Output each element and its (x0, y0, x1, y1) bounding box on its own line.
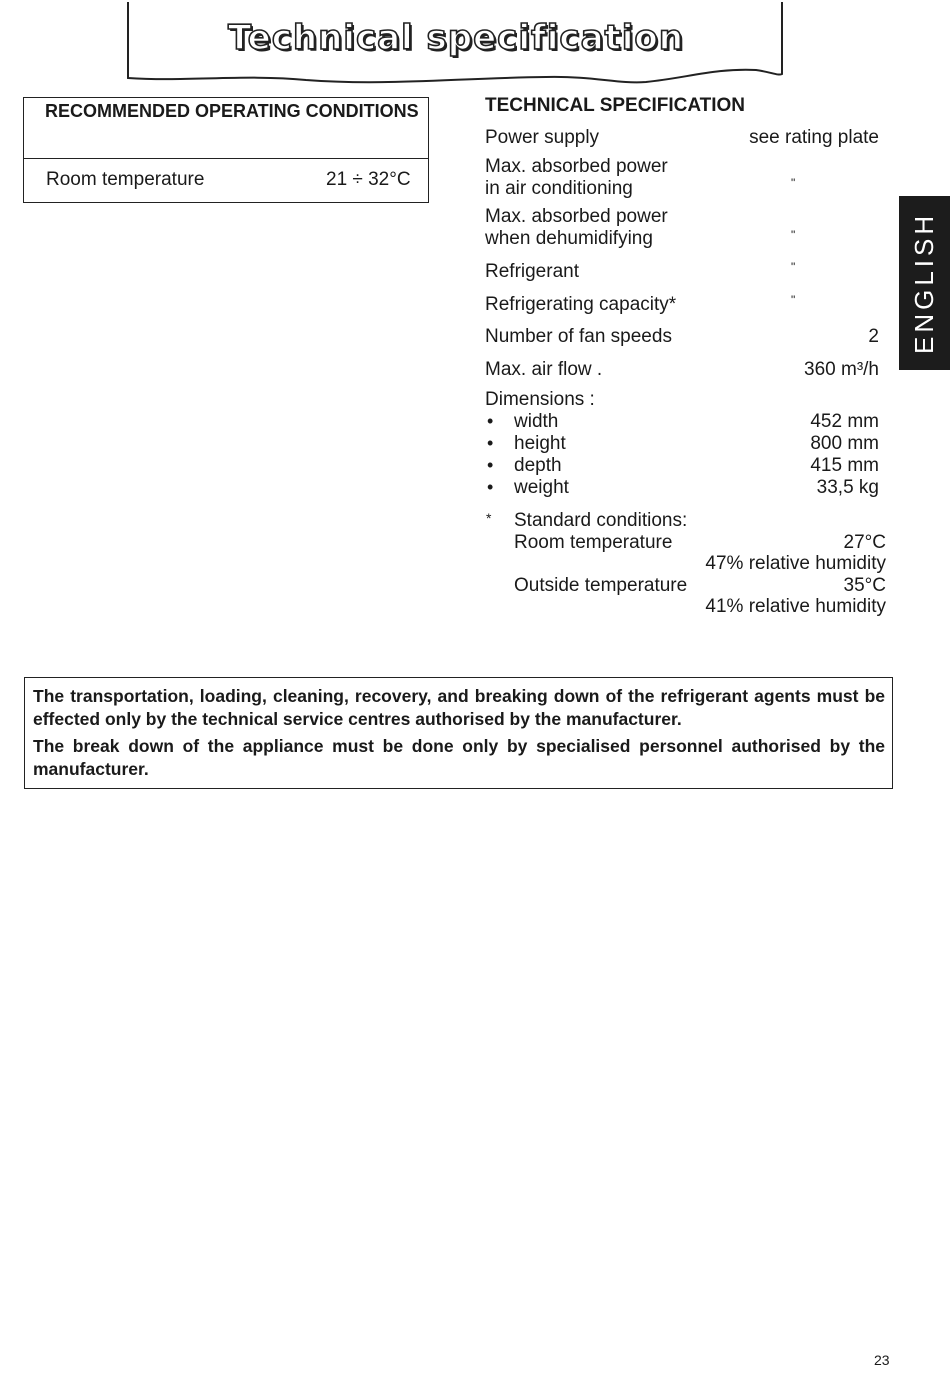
standard-room-humidity: 47% relative humidity (705, 553, 886, 574)
page-number: 23 (874, 1352, 890, 1368)
fan-speeds-value: 2 (868, 326, 879, 347)
technical-specification-title: TECHNICAL SPECIFICATION (485, 95, 746, 116)
weight-value: 33,5 kg (816, 477, 879, 498)
page-title: Technical specification (227, 18, 684, 58)
depth-label: depth (514, 455, 562, 476)
width-label: width (514, 411, 559, 432)
height-label: height (514, 433, 566, 454)
bullet-icon: • (487, 477, 494, 497)
bullet-icon: • (487, 411, 494, 431)
room-temperature-label: Room temperature (46, 169, 205, 190)
standard-outside-label: Outside temperature (514, 575, 688, 596)
refrigerating-capacity-label: Refrigerating capacity* (485, 294, 677, 315)
bullet-icon: • (487, 455, 494, 475)
bullet-icon: • (487, 433, 494, 453)
air-flow-value: 360 m³/h (804, 359, 879, 380)
standard-room-value: 27°C (843, 532, 886, 553)
max-power-dehum-label-1: Max. absorbed power (485, 206, 668, 227)
standard-conditions-label: Standard conditions: (514, 510, 688, 531)
max-power-ac-label-1: Max. absorbed power (485, 156, 668, 177)
max-power-ac-value: " (791, 176, 796, 190)
depth-value: 415 mm (810, 455, 879, 476)
fan-speeds-label: Number of fan speeds (485, 326, 672, 347)
max-power-dehum-value: " (791, 228, 796, 242)
language-tab-label: ENGLISH (909, 211, 939, 355)
divider (23, 158, 429, 159)
standard-outside-value: 35°C (843, 575, 886, 596)
refrigerating-capacity-value: " (791, 293, 796, 307)
width-value: 452 mm (810, 411, 879, 432)
room-temperature-value: 21 ÷ 32°C (326, 169, 411, 190)
dimensions-label: Dimensions : (485, 389, 595, 410)
air-flow-label: Max. air flow . (485, 359, 603, 380)
refrigerant-value: " (791, 260, 796, 274)
notice-paragraph-2: The break down of the appliance must be done only by specialised personnel authorised by the manufacturer. (33, 736, 885, 779)
standard-room-label: Room temperature (514, 532, 673, 553)
power-supply-value: see rating plate (749, 127, 879, 148)
recommended-conditions-title: RECOMMENDED OPERATING CONDITIONS (45, 101, 419, 121)
power-supply-label: Power supply (485, 127, 600, 148)
standard-outside-humidity: 41% relative humidity (705, 596, 886, 617)
max-power-dehum-label-2: when dehumidifying (485, 228, 653, 249)
max-power-ac-label-2: in air conditioning (485, 178, 633, 199)
notice-paragraph-1: The transportation, loading, cleaning, recovery, and breaking down of the refrigerant agents must be effected only by the technical service centres authorised by the manufacturer. (33, 686, 885, 729)
footnote-marker: * (486, 510, 492, 526)
weight-label: weight (514, 477, 569, 498)
refrigerant-label: Refrigerant (485, 261, 579, 282)
height-value: 800 mm (810, 433, 879, 454)
